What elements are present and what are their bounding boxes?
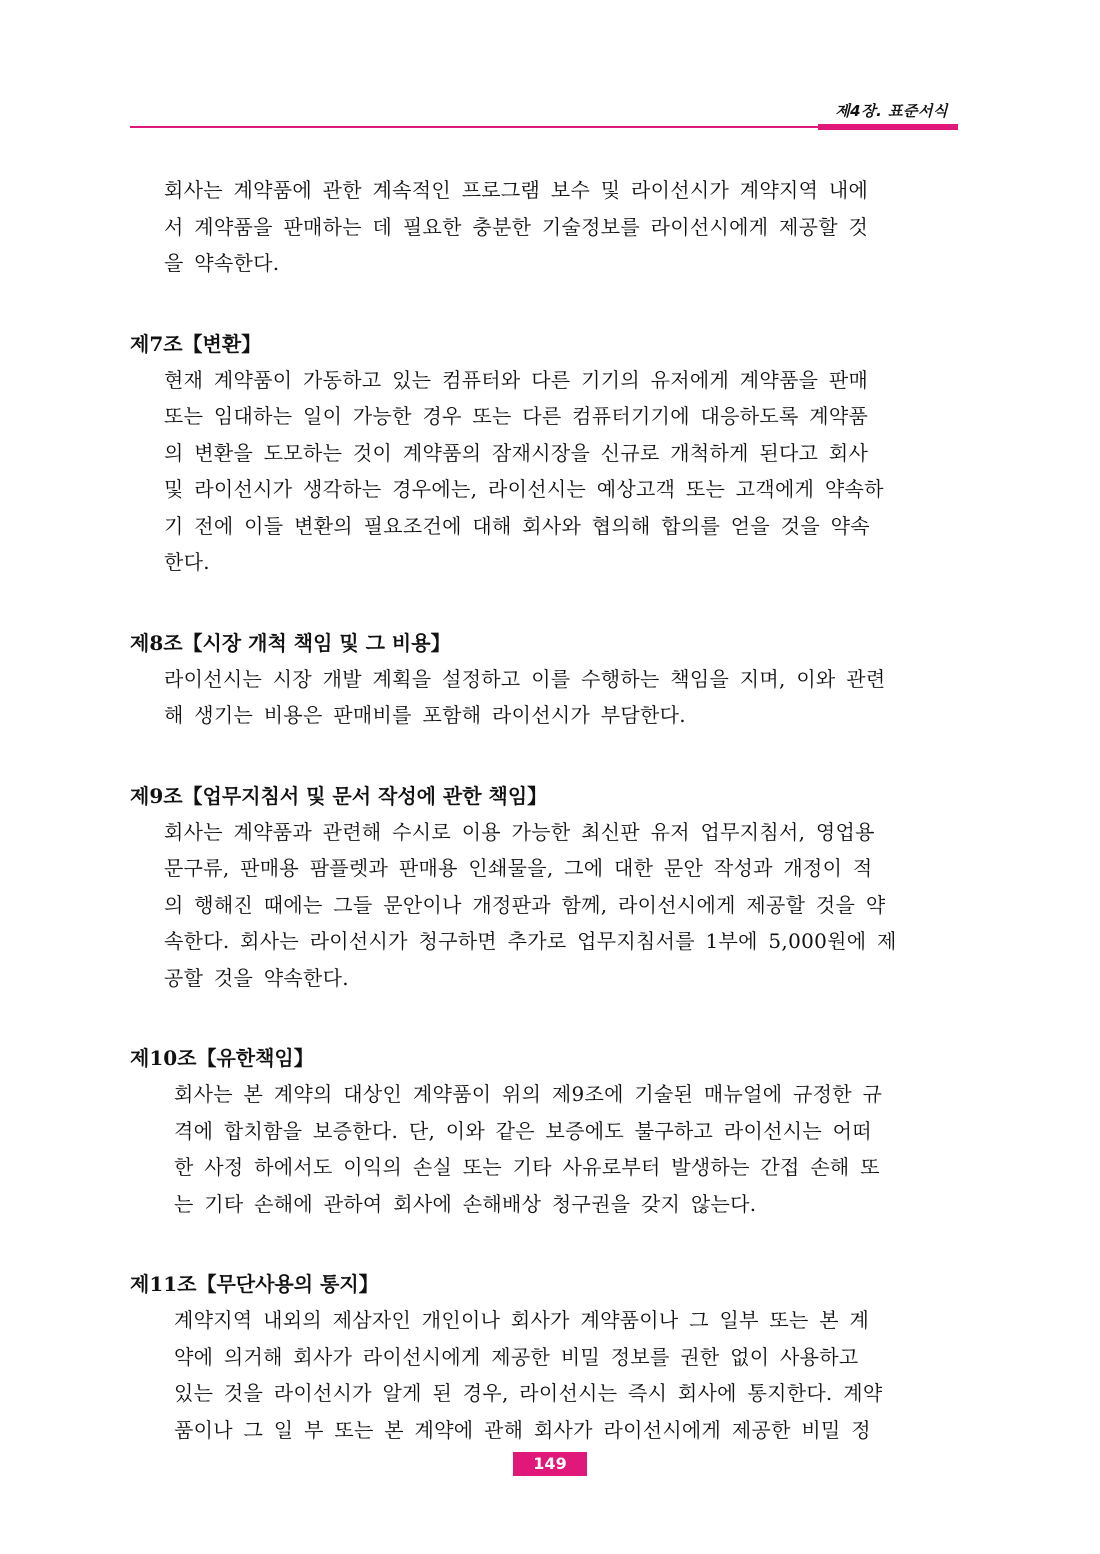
text-line: 격에 합치함을 보증한다. 단, 이와 같은 보증에도 불구하고 라이선시는 어떠 [174, 1118, 872, 1143]
text-line: 및 라이선시가 생각하는 경우에는, 라이선시는 예상고객 또는 고객에게 약속하 [164, 477, 884, 501]
text-line: 현재 계약품이 가동하고 있는 컴퓨터와 다른 기기의 유저에게 계약품을 판매 [164, 367, 869, 392]
text-line: 공할 것을 약속한다. [164, 965, 349, 990]
text-line: 품이나 그 일 부 또는 본 계약에 관해 회사가 라이선시에게 제공한 비밀 정 [174, 1417, 871, 1442]
text-line: 의 행해진 때에는 그들 문안이나 개정판과 함께, 라이선시에게 제공할 것을 약 [164, 892, 886, 917]
article-9 [130, 778, 970, 997]
article-10 [130, 1040, 970, 1222]
text-line: 또는 임대하는 일이 가능한 경우 또는 다른 컴퓨터기기에 대응하도록 계약품 [164, 404, 869, 428]
text-line: 회사는 본 계약의 대상인 계약품이 위의 제9조에 기술된 매뉴얼에 규정한 규 [174, 1082, 883, 1106]
chapter-title: 제4장. 표준서식 [835, 102, 948, 120]
article-heading: 제8조【시장 개척 책임 및 그 비용】 [130, 630, 451, 655]
text-line: 속한다. 회사는 라이선시가 청구하면 추가로 업무지침서를 1부에 5,000원에 제 [164, 929, 897, 953]
text-line: 해 생기는 비용은 판매비를 포함해 라이선시가 부담한다. [164, 703, 686, 727]
article-body [130, 1076, 970, 1222]
article-body [130, 814, 970, 997]
article-body [130, 661, 970, 734]
text-line: 한다. [164, 550, 210, 574]
article-8 [130, 625, 970, 734]
article-heading: 제10조【유한책임】 [130, 1046, 314, 1070]
text-line: 한 사정 하에서도 이익의 손실 또는 기타 사유로부터 발생하는 간접 손해 또 [174, 1155, 880, 1179]
text-line: 서 계약품을 판매하는 데 필요한 충분한 기술정보를 라이선시에게 제공할 것 [164, 214, 869, 239]
article-11 [130, 1266, 970, 1448]
text-line: 있는 것을 라이선시가 알게 된 경우, 라이선시는 즉시 회사에 통지한다. 계약 [174, 1381, 883, 1405]
intro-paragraph [130, 172, 970, 282]
text-line: 문구류, 판매용 팜플렛과 판매용 인쇄물을, 그에 대한 문안 작성과 개정이 적 [164, 856, 873, 880]
text-line: 기 전에 이들 변환의 필요조건에 대해 회사와 협의해 합의를 얻을 것을 약속 [164, 513, 870, 538]
text-line: 계약지역 내외의 제삼자인 개인이나 회사가 계약품이나 그 일부 또는 본 계 [174, 1308, 870, 1332]
text-line: 을 약속한다. [164, 251, 280, 275]
page-number: 149 [513, 1452, 587, 1476]
text-line: 의 변환을 도모하는 것이 계약품의 잠재시장을 신규로 개척하게 된다고 회사 [164, 440, 869, 465]
text-line: 약에 의거해 회사가 라이선시에게 제공한 비밀 정보를 권한 없이 사용하고 [174, 1344, 859, 1369]
document-body [130, 172, 970, 1448]
article-7 [130, 326, 970, 581]
article-body [130, 362, 970, 581]
text-line: 회사는 계약품에 관한 계속적인 프로그램 보수 및 라이선시가 계약지역 내에 [164, 178, 869, 202]
article-heading: 제11조【무단사용의 통지】 [130, 1272, 379, 1296]
article-heading: 제7조【변환】 [130, 331, 262, 356]
article-heading: 제9조【업무지침서 및 문서 작성에 관한 책임】 [130, 783, 548, 808]
text-line: 회사는 계약품과 관련해 수시로 이용 가능한 최신판 유저 업무지침서, 영업용 [164, 819, 875, 844]
header-rule-accent [818, 124, 958, 130]
text-line: 는 기타 손해에 관하여 회사에 손해배상 청구권을 갖지 않는다. [174, 1191, 757, 1216]
text-line: 라이선시는 시장 개발 계획을 설정하고 이를 수행하는 책임을 지며, 이와 관련 [164, 666, 886, 691]
article-body [130, 1302, 970, 1448]
